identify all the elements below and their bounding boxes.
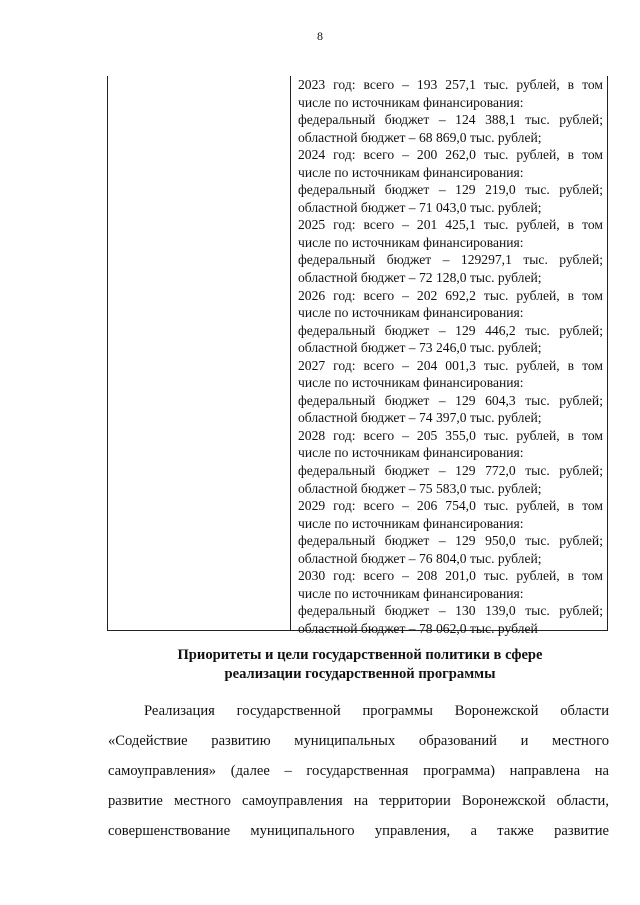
financing-line: числе по источникам финансирования:	[298, 234, 524, 250]
financing-cell	[298, 76, 603, 638]
body-line: самоуправления» (далее – государственная программа) направлена на	[108, 763, 609, 779]
financing-line: 2029 год: всего – 206 754,0 тыс. рублей, в том	[298, 498, 603, 514]
financing-line: областной бюджет – 72 128,0 тыс. рублей;	[298, 270, 542, 286]
table-column-divider	[290, 76, 291, 630]
financing-line: федеральный бюджет – 124 388,1 тыс. рублей;	[298, 112, 603, 128]
financing-line: областной бюджет – 78 062,0 тыс. рублей	[298, 620, 538, 636]
financing-line: числе по источникам финансирования:	[298, 585, 524, 601]
financing-line: числе по источникам финансирования:	[298, 164, 524, 180]
financing-line: федеральный бюджет – 129 772,0 тыс. рублей;	[298, 463, 603, 479]
financing-line: федеральный бюджет – 129 219,0 тыс. рублей;	[298, 182, 603, 198]
financing-line: 2030 год: всего – 208 201,0 тыс. рублей, в том	[298, 568, 603, 584]
financing-line: числе по источникам финансирования:	[298, 375, 524, 391]
financing-line: числе по источникам финансирования:	[298, 445, 524, 461]
body-line: развитие местного самоуправления на территории Воронежской области,	[108, 793, 609, 809]
financing-line: областной бюджет – 73 246,0 тыс. рублей;	[298, 340, 542, 356]
body-line: совершенствование муниципального управления, а также развитие	[108, 823, 609, 839]
financing-line: 2026 год: всего – 202 692,2 тыс. рублей, в том	[298, 287, 603, 303]
financing-line: федеральный бюджет – 129 950,0 тыс. рублей;	[298, 533, 603, 549]
financing-line: федеральный бюджет – 129297,1 тыс. рублей;	[298, 252, 603, 268]
financing-table	[107, 76, 608, 636]
section-title-line: Приоритеты и цели государственной политики в сфере	[177, 647, 543, 663]
page-number: 8	[317, 29, 323, 43]
financing-line: 2025 год: всего – 201 425,1 тыс. рублей, в том	[298, 217, 603, 233]
section-title-line: реализации государственной программы	[224, 666, 496, 682]
financing-line: числе по источникам финансирования:	[298, 515, 524, 531]
financing-line: 2028 год: всего – 205 355,0 тыс. рублей, в том	[298, 427, 603, 443]
financing-line: областной бюджет – 76 804,0 тыс. рублей;	[298, 550, 542, 566]
financing-line: числе по источникам финансирования:	[298, 305, 524, 321]
financing-line: областной бюджет – 74 397,0 тыс. рублей;	[298, 410, 542, 426]
body-paragraph	[108, 696, 609, 846]
financing-line: областной бюджет – 68 869,0 тыс. рублей;	[298, 129, 542, 145]
financing-line: областной бюджет – 75 583,0 тыс. рублей;	[298, 480, 542, 496]
financing-line: 2027 год: всего – 204 001,3 тыс. рублей, в том	[298, 357, 603, 373]
financing-line: федеральный бюджет – 129 446,2 тыс. рублей;	[298, 322, 603, 338]
section-title	[130, 646, 590, 684]
financing-line: областной бюджет – 71 043,0 тыс. рублей;	[298, 199, 542, 215]
financing-line: федеральный бюджет – 130 139,0 тыс. рублей;	[298, 603, 603, 619]
body-line: Реализация государственной программы Воронежской области	[144, 703, 609, 719]
financing-line: числе по источникам финансирования:	[298, 94, 524, 110]
financing-line: 2024 год: всего – 200 262,0 тыс. рублей, в том	[298, 147, 603, 163]
financing-line: федеральный бюджет – 129 604,3 тыс. рублей;	[298, 392, 603, 408]
financing-line: 2023 год: всего – 193 257,1 тыс. рублей, в том	[298, 77, 603, 92]
body-line: «Содействие развитию муниципальных образований и местного	[108, 733, 609, 749]
